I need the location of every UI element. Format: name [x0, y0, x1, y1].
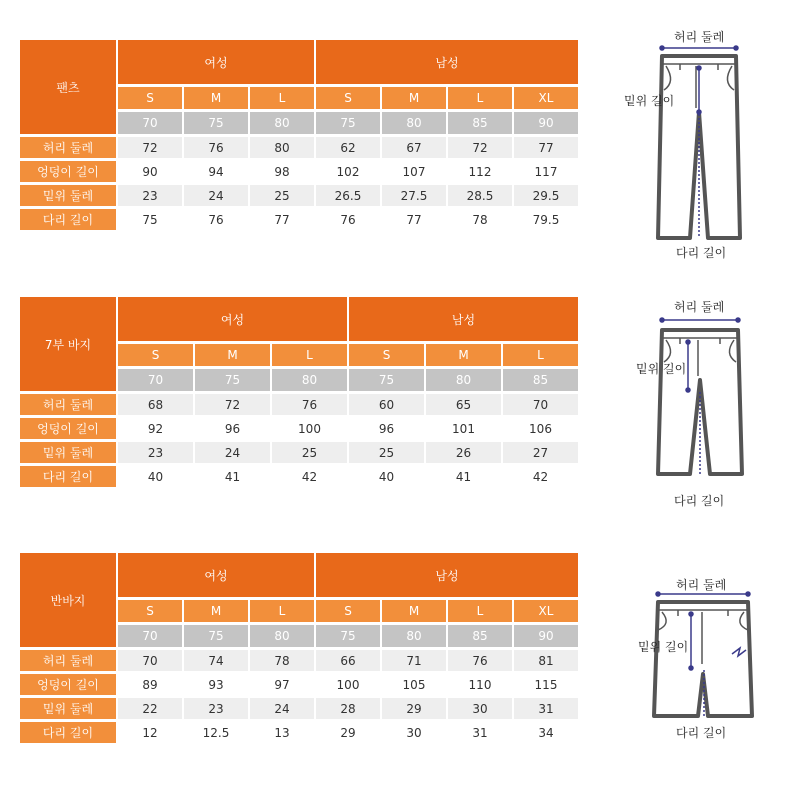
- women-header: 여성: [118, 297, 347, 341]
- size-header: L: [448, 600, 512, 622]
- size-header: L: [250, 600, 314, 622]
- table-row: [20, 137, 578, 158]
- value-cell: 77: [250, 209, 314, 230]
- size-header: M: [426, 344, 501, 366]
- table-row: [20, 185, 578, 206]
- inseam-label: 다리 길이: [674, 494, 725, 508]
- value-cell: 74: [184, 650, 248, 671]
- size-header: L: [250, 87, 314, 109]
- value-cell: 77: [514, 137, 578, 158]
- size-header: S: [316, 87, 380, 109]
- table-row: [20, 674, 578, 695]
- value-cell: 76: [448, 650, 512, 671]
- row-label: 허리 둘레: [20, 137, 116, 158]
- category-label: 반바지: [20, 553, 116, 647]
- cropped-pants-size-table: [18, 294, 580, 490]
- long-pants-icon: [618, 28, 778, 264]
- value-cell: 26.5: [316, 185, 380, 206]
- value-cell: 24: [184, 185, 248, 206]
- value-cell: 13: [250, 722, 314, 743]
- table-row: [20, 698, 578, 719]
- value-cell: 24: [195, 442, 270, 463]
- value-cell: 105: [382, 674, 446, 695]
- value-cell: 72: [195, 394, 270, 415]
- value-cell: 62: [316, 137, 380, 158]
- value-cell: 66: [316, 650, 380, 671]
- size-header: L: [503, 344, 578, 366]
- waist-code: 90: [514, 112, 578, 134]
- value-cell: 107: [382, 161, 446, 182]
- value-cell: 60: [349, 394, 424, 415]
- value-cell: 23: [184, 698, 248, 719]
- value-cell: 26: [426, 442, 501, 463]
- women-header: 여성: [118, 553, 314, 597]
- row-label: 엉덩이 길이: [20, 418, 116, 439]
- value-cell: 34: [514, 722, 578, 743]
- value-cell: 30: [382, 722, 446, 743]
- size-header: L: [448, 87, 512, 109]
- value-cell: 97: [250, 674, 314, 695]
- table-row: [20, 161, 578, 182]
- size-header: S: [118, 600, 182, 622]
- men-header: 남성: [349, 297, 578, 341]
- value-cell: 78: [448, 209, 512, 230]
- value-cell: 102: [316, 161, 380, 182]
- table-row: [20, 418, 578, 439]
- waist-code: 80: [250, 112, 314, 134]
- value-cell: 117: [514, 161, 578, 182]
- long-pants-diagram: [618, 28, 778, 264]
- rise-label: 밑위 길이: [636, 362, 687, 376]
- value-cell: 27: [503, 442, 578, 463]
- row-label: 다리 길이: [20, 466, 116, 487]
- waist-code: 75: [184, 625, 248, 647]
- waist-code: 75: [195, 369, 270, 391]
- value-cell: 90: [118, 161, 182, 182]
- value-cell: 100: [316, 674, 380, 695]
- value-cell: 12: [118, 722, 182, 743]
- value-cell: 98: [250, 161, 314, 182]
- row-label: 엉덩이 길이: [20, 161, 116, 182]
- size-header: M: [184, 87, 248, 109]
- value-cell: 81: [514, 650, 578, 671]
- value-cell: 112: [448, 161, 512, 182]
- value-cell: 40: [118, 466, 193, 487]
- size-header: XL: [514, 600, 578, 622]
- value-cell: 67: [382, 137, 446, 158]
- value-cell: 79.5: [514, 209, 578, 230]
- value-cell: 41: [195, 466, 270, 487]
- value-cell: 29.5: [514, 185, 578, 206]
- shorts-diagram: [628, 574, 778, 744]
- value-cell: 110: [448, 674, 512, 695]
- table-row: [20, 394, 578, 415]
- value-cell: 76: [184, 137, 248, 158]
- value-cell: 96: [195, 418, 270, 439]
- men-header: 남성: [316, 553, 578, 597]
- value-cell: 31: [514, 698, 578, 719]
- pants-size-table: [18, 37, 580, 233]
- row-label: 허리 둘레: [20, 394, 116, 415]
- value-cell: 41: [426, 466, 501, 487]
- value-cell: 76: [184, 209, 248, 230]
- value-cell: 72: [448, 137, 512, 158]
- cropped-pants-diagram: [618, 296, 778, 510]
- size-header: M: [195, 344, 270, 366]
- value-cell: 27.5: [382, 185, 446, 206]
- value-cell: 78: [250, 650, 314, 671]
- value-cell: 92: [118, 418, 193, 439]
- waist-label: 허리 둘레: [674, 300, 725, 314]
- waist-code: 85: [448, 625, 512, 647]
- men-header: 남성: [316, 40, 578, 84]
- value-cell: 80: [250, 137, 314, 158]
- value-cell: 75: [118, 209, 182, 230]
- value-cell: 65: [426, 394, 501, 415]
- size-header: M: [184, 600, 248, 622]
- value-cell: 70: [503, 394, 578, 415]
- value-cell: 70: [118, 650, 182, 671]
- value-cell: 12.5: [184, 722, 248, 743]
- women-header: 여성: [118, 40, 314, 84]
- value-cell: 25: [349, 442, 424, 463]
- category-label: 7부 바지: [20, 297, 116, 391]
- value-cell: 28.5: [448, 185, 512, 206]
- waist-code: 85: [503, 369, 578, 391]
- table-row: [20, 209, 578, 230]
- value-cell: 93: [184, 674, 248, 695]
- shorts-icon: [628, 574, 778, 744]
- size-header: S: [349, 344, 424, 366]
- value-cell: 77: [382, 209, 446, 230]
- value-cell: 23: [118, 185, 182, 206]
- value-cell: 96: [349, 418, 424, 439]
- value-cell: 31: [448, 722, 512, 743]
- size-header: L: [272, 344, 347, 366]
- row-label: 밑위 둘레: [20, 698, 116, 719]
- size-header: M: [382, 600, 446, 622]
- value-cell: 72: [118, 137, 182, 158]
- size-header: XL: [514, 87, 578, 109]
- waist-label: 허리 둘레: [676, 578, 727, 592]
- table-row: [20, 650, 578, 671]
- value-cell: 106: [503, 418, 578, 439]
- waist-label: 허리 둘레: [674, 30, 725, 44]
- size-header: S: [118, 344, 193, 366]
- row-label: 허리 둘레: [20, 650, 116, 671]
- waist-code: 70: [118, 369, 193, 391]
- waist-code: 70: [118, 112, 182, 134]
- value-cell: 68: [118, 394, 193, 415]
- value-cell: 22: [118, 698, 182, 719]
- waist-code: 75: [349, 369, 424, 391]
- value-cell: 100: [272, 418, 347, 439]
- row-label: 엉덩이 길이: [20, 674, 116, 695]
- value-cell: 89: [118, 674, 182, 695]
- size-header: S: [316, 600, 380, 622]
- value-cell: 24: [250, 698, 314, 719]
- row-label: 밑위 둘레: [20, 185, 116, 206]
- waist-code: 80: [426, 369, 501, 391]
- waist-code: 80: [250, 625, 314, 647]
- waist-code: 75: [184, 112, 248, 134]
- cropped-pants-icon: [618, 296, 778, 510]
- row-label: 밑위 둘레: [20, 442, 116, 463]
- waist-code: 75: [316, 112, 380, 134]
- waist-code: 80: [382, 625, 446, 647]
- waist-code: 80: [272, 369, 347, 391]
- value-cell: 76: [316, 209, 380, 230]
- value-cell: 30: [448, 698, 512, 719]
- value-cell: 23: [118, 442, 193, 463]
- value-cell: 29: [316, 722, 380, 743]
- value-cell: 25: [250, 185, 314, 206]
- waist-code: 85: [448, 112, 512, 134]
- rise-label: 밑위 길이: [624, 94, 675, 108]
- shorts-size-table: [18, 550, 580, 746]
- waist-code: 80: [382, 112, 446, 134]
- value-cell: 25: [272, 442, 347, 463]
- value-cell: 94: [184, 161, 248, 182]
- value-cell: 76: [272, 394, 347, 415]
- value-cell: 28: [316, 698, 380, 719]
- value-cell: 115: [514, 674, 578, 695]
- table-row: [20, 442, 578, 463]
- row-label: 다리 길이: [20, 722, 116, 743]
- value-cell: 42: [272, 466, 347, 487]
- table-row: [20, 466, 578, 487]
- inseam-label: 다리 길이: [676, 246, 727, 260]
- value-cell: 29: [382, 698, 446, 719]
- waist-code: 70: [118, 625, 182, 647]
- value-cell: 71: [382, 650, 446, 671]
- row-label: 다리 길이: [20, 209, 116, 230]
- size-header: S: [118, 87, 182, 109]
- inseam-label: 다리 길이: [676, 726, 727, 740]
- table-row: [20, 722, 578, 743]
- value-cell: 101: [426, 418, 501, 439]
- size-header: M: [382, 87, 446, 109]
- value-cell: 42: [503, 466, 578, 487]
- waist-code: 75: [316, 625, 380, 647]
- category-label: 팬츠: [20, 40, 116, 134]
- value-cell: 40: [349, 466, 424, 487]
- waist-code: 90: [514, 625, 578, 647]
- rise-label: 밑위 길이: [638, 640, 689, 654]
